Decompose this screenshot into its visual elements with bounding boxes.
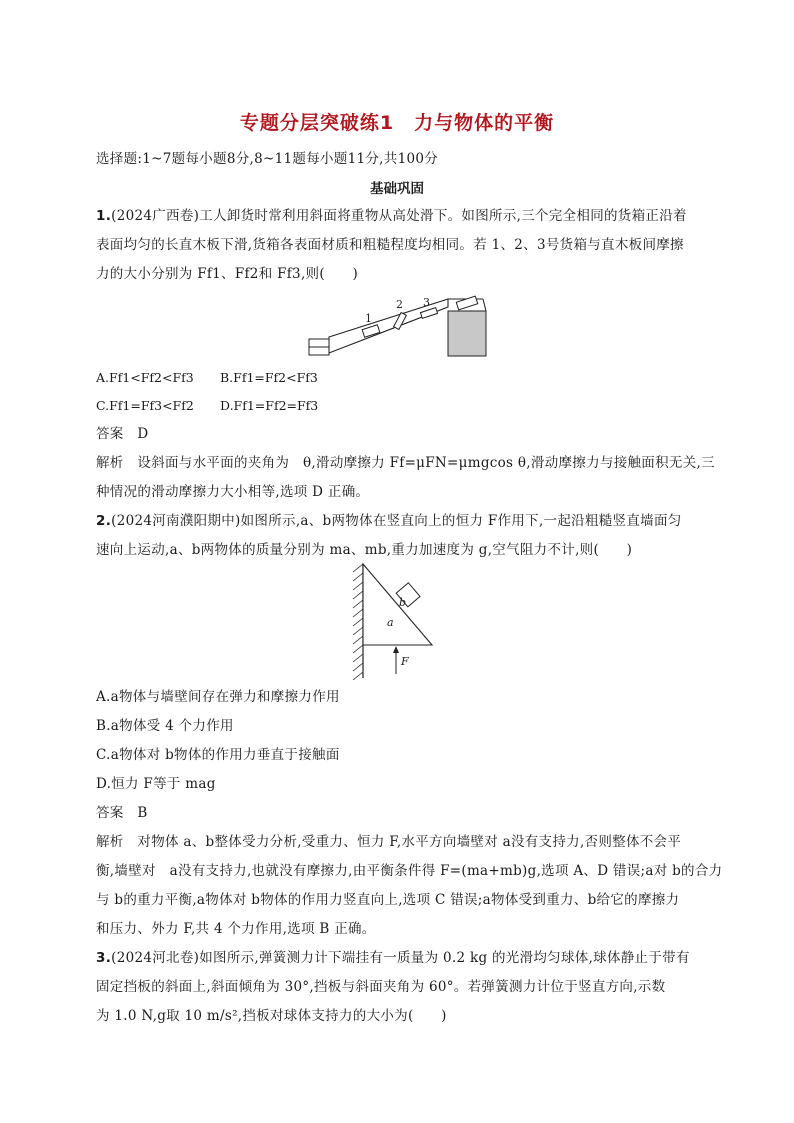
label-a: a: [387, 616, 394, 629]
question-2-analysis-line-2: 衡,墙壁对 a没有支持力,也就没有摩擦力,由平衡条件得 F=(ma+mb)g,选项 A、D 错误;a对 b的合力: [96, 863, 723, 879]
question-2-figure-wall: [348, 562, 444, 680]
crate-label-2: 2: [396, 298, 403, 311]
question-1-line-2: 表面均匀的长直木板下滑,货箱各表面材质和粗糙程度均相同。若 1、2、3号货箱与直木板间摩擦: [96, 237, 684, 253]
question-3-line-3: 为 1.0 N,g取 10 m/s²,挡板对球体支持力的大小为( ): [96, 1008, 447, 1024]
label-force-F: F: [401, 655, 409, 668]
page-title: 专题分层突破练1 力与物体的平衡: [239, 112, 555, 134]
section-heading: 基础巩固: [370, 181, 424, 197]
incline-board: [329, 299, 448, 353]
question-number: 3.: [96, 950, 112, 966]
question-1-line-3: 力的大小分别为 Ff1、Ff2和 Ff3,则( ): [96, 266, 359, 282]
question-1-option-b: B.Ff1=Ff2<Ff3: [220, 370, 318, 385]
question-2-option-b: B.a物体受 4 个力作用: [96, 718, 234, 734]
question-2-option-d: D.恒力 F等于 mag: [96, 776, 216, 792]
instructions: 选择题:1~7题每小题8分,8~11题每小题11分,共100分: [96, 151, 439, 167]
question-2-analysis-line-3: 与 b的重力平衡,a物体对 b物体的作用力竖直向上,选项 C 错误;a物体受到重力、b给它的摩擦力: [96, 892, 680, 908]
question-1-analysis-line-2: 种情况的滑动摩擦力大小相等,选项 D 正确。: [96, 484, 370, 500]
force-arrow-head: [393, 646, 399, 653]
crate-top: [456, 296, 477, 310]
support-block: [448, 311, 486, 356]
crate-label-3: 3: [423, 296, 430, 309]
question-number: 1.: [96, 208, 112, 224]
question-2-answer: 答案 B: [96, 805, 148, 821]
question-2-analysis-line-4: 和压力、外力 F,共 4 个力作用,选项 B 正确。: [96, 921, 376, 937]
question-1-option-a: A.Ff1<Ff2<Ff3: [96, 370, 194, 385]
question-1-figure-ramp: [305, 295, 495, 361]
question-2-option-c: C.a物体对 b物体的作用力垂直于接触面: [96, 747, 340, 763]
crate-2: [394, 313, 407, 330]
stacked-crate-upper: [309, 339, 329, 347]
object-a: [363, 564, 432, 645]
label-b: b: [399, 596, 407, 609]
crate-3: [420, 308, 437, 319]
question-3-line-1: 3.(2024河北卷)如图所示,弹簧测力计下端挂有一质量为 0.2 kg 的光滑均匀球体,球体静止于带有: [96, 950, 690, 966]
question-1-line-1: 1.(2024广西卷)工人卸货时常利用斜面将重物从高处滑下。如图所示,三个完全相同的货箱正沿着: [96, 208, 687, 224]
question-number: 2.: [96, 513, 112, 529]
question-1-answer: 答案 D: [96, 426, 149, 442]
stacked-crate-lower: [309, 347, 329, 355]
question-2-line-2: 速向上运动,a、b两物体的质量分别为 ma、mb,重力加速度为 g,空气阻力不计,则( ): [96, 542, 633, 558]
crate-label-1: 1: [365, 312, 372, 325]
board-right-edge: [483, 299, 486, 311]
question-2-option-a: A.a物体与墙壁间存在弹力和摩擦力作用: [96, 689, 340, 705]
wall-hatching: [353, 564, 363, 680]
question-1-option-d: D.Ff1=Ff2=Ff3: [220, 398, 319, 413]
question-3-line-2: 固定挡板的斜面上,斜面倾角为 30°,挡板与斜面夹角为 60°。若弹簧测力计位于竖直方向,示数: [96, 979, 666, 995]
question-2-line-1: 2.(2024河南濮阳期中)如图所示,a、b两物体在竖直向上的恒力 F作用下,一起沿粗糙竖直墙面匀: [96, 513, 682, 529]
crate-1: [362, 325, 380, 338]
question-1-option-c: C.Ff1=Ff3<Ff2: [96, 398, 194, 413]
question-2-analysis-line-1: 解析 对物体 a、b整体受力分析,受重力、恒力 F,水平方向墙壁对 a没有支持力,否则整体不会平: [96, 834, 682, 850]
question-1-analysis-line-1: 解析 设斜面与水平面的夹角为 θ,滑动摩擦力 Ff=μFN=μmgcos θ,滑动摩擦力与接触面积无关,三: [96, 455, 715, 471]
